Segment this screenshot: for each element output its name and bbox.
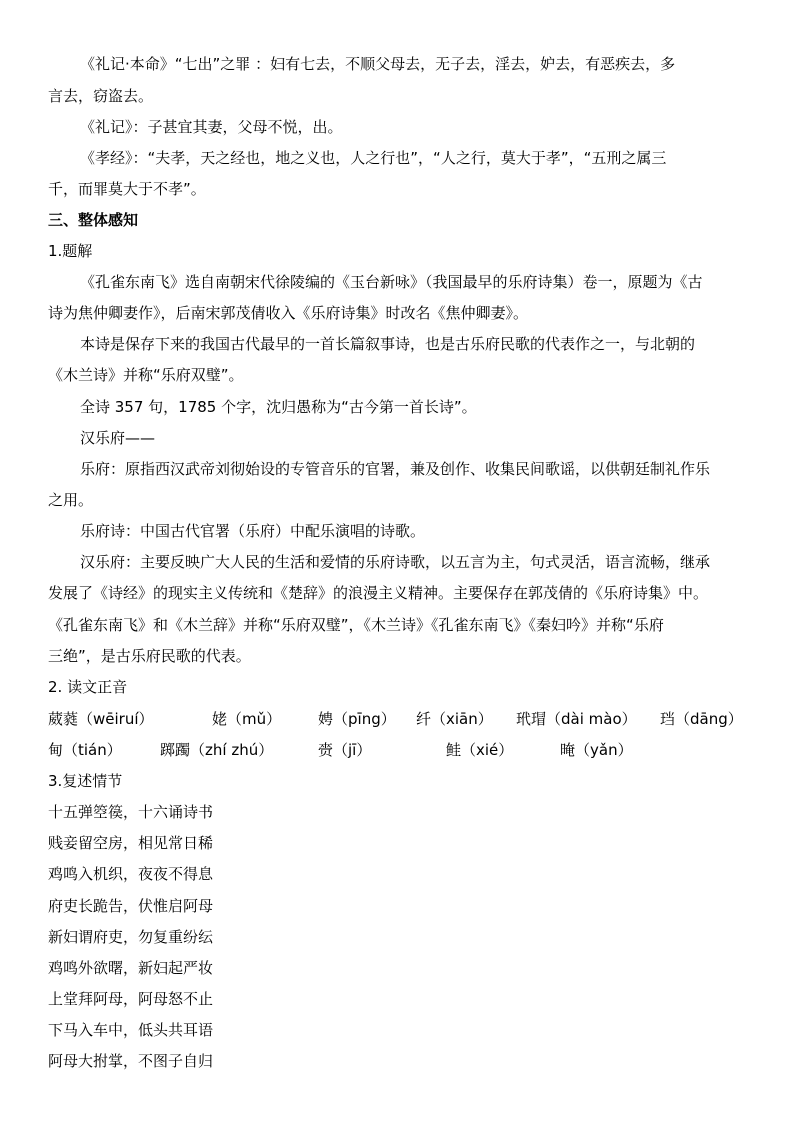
pron-item: 赍（jī）	[318, 741, 372, 759]
section-heading-3: 三、整体感知	[48, 211, 139, 229]
subheading-plot: 3.复述情节	[48, 772, 123, 790]
hanyuefu-label: 汉乐府——	[80, 429, 156, 447]
tijie-para3: 全诗 357 句，1785 个字，沈归愚称为“古今第一首长诗”。	[80, 398, 477, 416]
pron-item: 娉（pīng）	[318, 710, 396, 728]
xiaojing-line2: 千，而罪莫大于不孝”。	[48, 180, 206, 198]
pron-item: 晻（yǎn）	[560, 741, 633, 759]
hanyuefu-def-line2: 发展了《诗经》的现实主义传统和《楚辞》的浪漫主义精神。主要保存在郭茂倩的《乐府诗集》中。	[48, 584, 709, 602]
plot-line: 十五弹箜篌，十六诵诗书	[48, 803, 214, 821]
liji-quote: 《礼记》：子甚宜其妻，父母不悦，出。	[80, 118, 343, 136]
tijie-para2-line2: 《木兰诗》并称“乐府双璧”。	[48, 366, 244, 384]
plot-line: 鸡鸣入机织，夜夜不得息	[48, 865, 214, 883]
pron-item: 葳蕤（wēiruí）	[48, 710, 154, 728]
yuefushi-def: 乐府诗：中国古代官署（乐府）中配乐演唱的诗歌。	[80, 522, 426, 540]
tijie-para1-line1: 《孔雀东南飞》选自南朝宋代徐陵编的《玉台新咏》（我国最早的乐府诗集）卷一，原题为《古	[80, 273, 703, 291]
hanyuefu-def-line3: 《孔雀东南飞》和《木兰辞》并称“乐府双璧”，《木兰诗》《孔雀东南飞》《秦妇吟》并称“乐府	[48, 616, 664, 634]
hanyuefu-def-line4: 三绝”，是古乐府民歌的代表。	[48, 647, 251, 665]
pron-item: 珰（dāng）	[660, 710, 743, 728]
plot-line: 上堂拜阿母，阿母怒不止	[48, 990, 214, 1008]
tijie-para1-line2: 诗为焦仲卿妻作》，后南宋郭茂倩收入《乐府诗集》时改名《焦仲卿妻》。	[48, 304, 529, 322]
plot-line: 鸡鸣外欲曙，新妇起严妆	[48, 959, 214, 977]
liji-benming-line1: 《礼记·本命》“七出”之罪 ：妇有七去，不顺父母去，无子去，淫去，妒去，有恶疾去，多	[80, 55, 676, 73]
plot-line: 府吏长跪告，伏惟启阿母	[48, 897, 214, 915]
tijie-para2-line1: 本诗是保存下来的我国古代最早的一首长篇叙事诗，也是古乐府民歌的代表作之一，与北朝的	[80, 335, 696, 353]
yuefu-def-line2: 之用。	[48, 491, 94, 509]
plot-line: 阿母大拊掌，不图子自归	[48, 1052, 214, 1070]
pron-item: 玳瑁（dài mào）	[516, 710, 637, 728]
pron-item: 踯躅（zhí zhú）	[160, 741, 274, 759]
yuefu-def-line1: 乐府：原指西汉武帝刘彻始设的专管音乐的官署，兼及创作、收集民间歌谣，以供朝廷制礼作乐	[80, 460, 711, 478]
subheading-pronunciation: 2. 读文正音	[48, 678, 128, 696]
hanyuefu-def-line1: 汉乐府：主要反映广大人民的生活和爱情的乐府诗歌，以五言为主，句式灵活，语言流畅，继承	[80, 553, 711, 571]
xiaojing-line1: 《孝经》：“夫孝，天之经也，地之义也，人之行也”，“人之行，莫大于孝”，“五刑之属三	[80, 149, 667, 167]
subheading-tijie: 1.题解	[48, 242, 93, 260]
pron-item: 甸（tián）	[48, 741, 122, 759]
plot-line: 新妇谓府吏，勿复重纷纭	[48, 928, 214, 946]
plot-line: 贱妾留空房，相见常日稀	[48, 834, 214, 852]
pron-item: 纤（xiān）	[416, 710, 493, 728]
pron-item: 姥（mǔ）	[212, 710, 282, 728]
plot-line: 下马入车中，低头共耳语	[48, 1021, 214, 1039]
liji-benming-line2: 言去，窃盗去。	[48, 87, 154, 105]
pron-item: 鲑（xié）	[446, 741, 514, 759]
